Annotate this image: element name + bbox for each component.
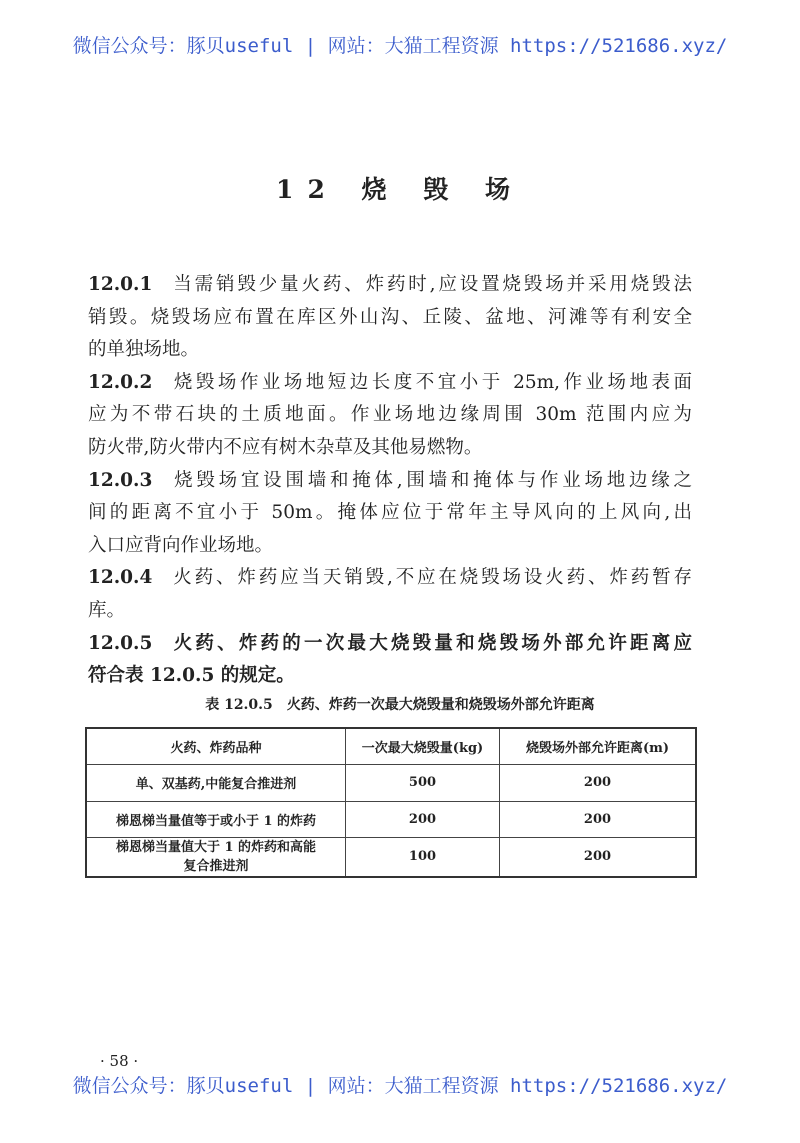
clause-text: 防火带,防火带内不应有树木杂草及其他易燃物。	[88, 437, 483, 458]
clause-text: 符合表 12.0.5 的规定。	[88, 665, 295, 687]
table-cell: 单、双基药,中能复合推进剂	[86, 764, 346, 801]
clause-text: 的单独场地。	[88, 339, 200, 361]
table-row	[86, 837, 696, 877]
clause-text: 入口应背向作业场地。	[88, 534, 274, 556]
clause-text: 烧毁场作业场地短边长度不宜小于 25m,作业场地表面	[170, 371, 692, 393]
header-cell: 火药、炸药品种	[86, 728, 346, 764]
clause-number: 12.0.3	[88, 469, 153, 491]
paragraph-line	[88, 500, 692, 526]
paragraph-line	[88, 305, 692, 331]
table-cell: 200	[500, 837, 697, 877]
paragraph-line	[88, 631, 692, 657]
chapter-title: 12 烧 毁 场	[276, 175, 524, 204]
page-number: · 58 ·	[100, 1052, 139, 1070]
table-row	[86, 764, 696, 801]
clause-text: 应为不带石块的土质地面。作业场地边缘周围 30m 范围内应为	[88, 404, 692, 426]
header-cell: 烧毁场外部允许距离(m)	[500, 728, 697, 764]
table-cell: 梯恩梯当量值等于或小于 1 的炸药	[86, 801, 346, 837]
table-header-row	[86, 728, 696, 764]
clause-text: 销毁。烧毁场应布置在库区外山沟、丘陵、盆地、河滩等有利安全	[88, 306, 692, 328]
paragraph-line	[88, 598, 692, 624]
paragraph-line	[88, 533, 692, 559]
clause-text: 烧毁场宜设围墙和掩体,围墙和掩体与作业场地边缘之	[170, 469, 692, 491]
clause-text: 火药、炸药应当天销毁,不应在烧毁场设火药、炸药暂存	[170, 567, 692, 589]
table-cell: 200	[346, 801, 500, 837]
table-cell: 梯恩梯当量值大于 1 的炸药和高能复合推进剂	[86, 837, 346, 877]
paragraph-line	[88, 337, 692, 363]
clause-number: 12.0.4	[88, 567, 153, 589]
clause-number: 12.0.2	[88, 371, 153, 393]
paragraph-line	[88, 663, 692, 689]
clause-text: 间的距离不宜小于 50m。掩体应位于常年主导风向的上风向,出	[88, 502, 692, 524]
footer-watermark: 微信公众号：豚贝useful | 网站：大猫工程资源 https://521686.xyz/	[72, 1075, 728, 1097]
clause-text: 库。	[88, 600, 126, 621]
header-cell: 一次最大烧毁量(kg)	[346, 728, 500, 764]
paragraph-line	[88, 435, 692, 461]
header-watermark: 微信公众号：豚贝useful | 网站：大猫工程资源 https://521686.xyz/	[72, 35, 728, 57]
table-cell: 200	[500, 801, 697, 837]
paragraph-line	[88, 402, 692, 428]
paragraph-line	[88, 565, 692, 591]
clause-number: 12.0.5	[88, 632, 153, 654]
table-row	[86, 801, 696, 837]
table-cell: 500	[346, 764, 500, 801]
paragraph-line	[88, 370, 692, 396]
clause-number: 12.0.1	[88, 274, 153, 295]
data-table	[85, 727, 697, 878]
table-cell: 200	[500, 764, 697, 801]
table-cell: 100	[346, 837, 500, 877]
paragraph-line	[88, 468, 692, 494]
table-caption: 表 12.0.5 火药、炸药一次最大烧毁量和烧毁场外部允许距离	[205, 697, 595, 713]
clause-text: 火药、炸药的一次最大烧毁量和烧毁场外部允许距离应	[170, 632, 692, 654]
clause-text: 当需销毁少量火药、炸药时,应设置烧毁场并采用烧毁法	[170, 274, 692, 295]
paragraph-line	[88, 272, 692, 298]
